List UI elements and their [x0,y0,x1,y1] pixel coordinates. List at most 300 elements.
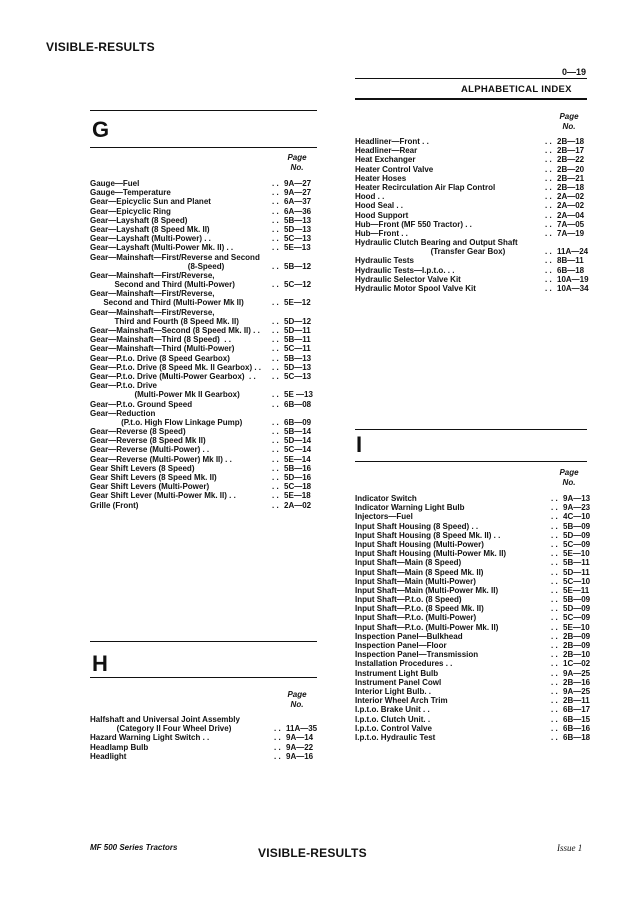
index-entry [90,179,320,188]
leader-dots: . . [272,224,279,234]
index-entry [90,482,320,491]
page-number: 0—19 [562,67,587,77]
index-entry-page: 5D—16 [284,473,312,482]
index-entry-label: Headlight [90,751,127,761]
index-entry [355,503,590,512]
leader-dots: . . [545,146,552,156]
index-entry-page: 5D—12 [284,316,312,326]
index-entry [90,464,320,473]
index-entry-label: Input Shaft—P.t.o. (8 Speed Mk. II) [355,604,484,614]
index-entry [355,669,590,678]
index-entry-page: 5D—11 [563,567,590,577]
leader-dots: . . [551,494,558,503]
index-entry-label: Input Shaft—Main (Multi-Power Mk. II) [355,585,499,595]
leader-dots: . . [551,686,558,696]
index-entry-label: Gear—Mainshaft—Second (8 Speed Mk. II) . . [90,326,260,335]
index-entry-label: Instrument Panel Cowl [355,677,442,687]
index-entry-label: Headliner—Front . . [355,137,429,146]
index-entry-label: Gear—P.t.o. Drive (8 Speed Mk. II Gearbox) . . [90,362,262,372]
leader-dots: . . [274,733,281,743]
index-entry [90,363,320,372]
leader-dots: . . [272,417,279,427]
no-label: No. [562,122,576,131]
index-entry [355,137,590,146]
leader-dots: . . [545,137,552,146]
leader-dots: . . [272,399,279,409]
leader-dots: . . [551,539,558,549]
index-entry-page: 5C—11 [284,344,311,354]
leader-dots: . . [545,219,552,229]
no-label: No. [290,700,304,709]
leader-dots: . . [272,436,279,446]
index-entry [355,586,590,595]
index-entry-label: Gear—Reduction [90,408,156,418]
index-entry-label: Heater Hoses [355,173,407,183]
index-entry [355,568,590,577]
i-rule-bottom [355,461,587,462]
section-letter-g: G [92,117,110,142]
index-entry [355,247,590,256]
index-entry [355,678,590,687]
index-entry-label: Gear—Layshaft (8 Speed) [90,215,188,225]
index-entry [90,491,320,500]
index-entry-label: Hood . . [355,192,385,202]
page-label: Page [287,153,307,162]
index-entry-label: Gear Shift Levers (8 Speed) [90,463,195,473]
leader-dots: . . [551,631,558,641]
index-entry-page: 2A—02 [557,192,585,202]
index-entry-page: 5E—10 [563,622,590,632]
leader-dots: . . [551,732,558,742]
index-entry-page: 2B—20 [557,164,585,174]
index-entry [355,229,590,238]
index-entry-page: 2B—10 [563,650,591,660]
leader-dots: . . [272,298,279,308]
h-page-no-header [282,690,312,710]
leader-dots: . . [551,668,558,678]
index-entry-label: Hydraulic Clutch Bearing and Output Shaft [355,238,518,248]
index-entry-page: 5C—09 [563,613,591,623]
index-entry [355,494,590,503]
index-entry-page: 9A—13 [563,494,591,503]
index-entry [90,243,320,252]
index-entry [355,284,590,293]
leader-dots: . . [551,604,558,614]
index-entry-page: 9A—25 [563,686,591,696]
index-entry-page: 2B—17 [557,146,585,156]
leader-dots: . . [272,445,279,455]
index-entry-page: 10A—34 [557,284,589,293]
index-entry [90,354,320,363]
no-label: No. [290,163,304,172]
index-entry-label: (P.t.o. High Flow Linkage Pump) [90,417,243,427]
leader-dots: . . [545,173,552,183]
index-entry-label: Gear—Mainshaft—Third (8 Speed) . . [90,335,231,345]
index-entry [90,197,320,206]
index-entry-label: Gear—Layshaft (Multi-Power Mk. II) . . [90,243,234,253]
index-entry [355,696,590,705]
leader-dots: . . [272,454,279,464]
leader-dots: . . [272,243,279,253]
i-rule-top [355,429,587,430]
footer-left: MF 500 Series Tractors [90,843,178,852]
index-entry-label: Gear—Reverse (Multi-Power) . . [90,445,210,455]
index-entry-page: 5B—16 [284,463,312,473]
index-entry-page: 5D—13 [284,362,312,372]
index-entry-label: Inspection Panel—Bulkhead [355,631,463,641]
footer-right: Issue 1 [557,843,583,853]
leader-dots: . . [272,473,279,482]
index-entry-label: (Multi-Power Mk II Gearbox) [90,390,240,400]
index-entry-page: 5C—12 [284,280,312,290]
index-entry-label: Gauge—Fuel [90,179,140,188]
index-entry [90,724,320,733]
leader-dots: . . [272,197,279,207]
index-entry [90,455,320,464]
leader-dots: . . [551,677,558,687]
index-entry [90,253,320,262]
index-entry [90,752,320,761]
right-page-no-header [554,112,584,132]
index-entry-label: Interior Wheel Arch Trim [355,696,448,706]
index-entry-page: 5E—12 [284,298,311,308]
index-entry [355,650,590,659]
index-entry-label: (8-Speed) [90,261,225,271]
index-entry-page: 6B—08 [284,399,312,409]
index-entry [90,445,320,454]
index-entry [90,473,320,482]
index-entry-label: Instrument Light Bulb [355,668,439,678]
index-entry [355,183,590,192]
index-entry-page: 5B—09 [563,521,591,531]
index-entry [355,220,590,229]
index-entry-label: Installation Procedures . . [355,659,453,669]
index-entry-page: 2B—16 [563,677,591,687]
index-entry [355,531,590,540]
leader-dots: . . [272,427,279,437]
index-entry-label: Input Shaft Housing (8 Speed Mk. II) . . [355,530,501,540]
index-entry-label: Gear—Mainshaft—First/Reverse, [90,289,215,299]
index-entry-page: 6B—18 [557,265,585,275]
index-entry-label: Hub—Front (MF 550 Tractor) . . [355,219,472,229]
leader-dots: . . [272,390,279,400]
h-entry-list [90,715,320,761]
index-entry-page: 2B—18 [557,182,585,192]
leader-dots: . . [272,326,279,335]
index-entry [355,641,590,650]
page-label: Page [559,468,579,477]
index-entry-page: 5D—14 [284,436,312,446]
index-entry-page: 2B—09 [563,631,591,641]
index-entry-label: Indicator Switch [355,494,417,503]
index-entry-label: Input Shaft—Main (8 Speed Mk. II) [355,567,484,577]
leader-dots: . . [545,210,552,220]
index-entry-page: 2A—02 [284,500,312,510]
index-entry-page: 5C—14 [284,445,312,455]
leader-dots: . . [272,362,279,372]
index-entry [355,512,590,521]
leader-dots: . . [272,371,279,381]
index-entry-label: Gear—Epicyclic Sun and Planet [90,197,211,207]
index-entry-page: 5B—13 [284,353,312,363]
index-entry [355,165,590,174]
leader-dots: . . [551,696,558,706]
leader-dots: . . [551,650,558,660]
leader-dots: . . [551,530,558,540]
index-entry-page: 6B—16 [563,723,591,733]
index-entry-label: Hub—Front . . [355,228,408,238]
index-entry-label: Gear—P.t.o. Drive (Multi-Power Gearbox) . . [90,371,256,381]
index-entry-label: Hydraulic Tests [355,256,414,266]
index-entry-page: 9A—27 [284,188,312,198]
watermark-bottom: VISIBLE-RESULTS [258,846,367,860]
index-entry-page: 2B—22 [557,155,585,165]
index-entry-page: 5E—13 [284,243,311,253]
leader-dots: . . [545,247,552,257]
leader-dots: . . [274,724,281,734]
index-entry [355,613,590,622]
index-entry-label: Input Shaft—P.t.o. (8 Speed) [355,595,462,605]
index-entry-page: 2B—18 [557,137,585,146]
index-entry-label: Hood Support [355,210,409,220]
index-entry [90,743,320,752]
index-entry-label: Input Shaft Housing (Multi-Power) [355,539,484,549]
index-entry-label: (Category II Four Wheel Drive) [90,724,232,734]
index-entry [90,335,320,344]
index-entry-label: Hazard Warning Light Switch . . [90,733,210,743]
index-entry [90,234,320,243]
leader-dots: . . [272,215,279,225]
index-entry-label: Gear—Mainshaft—Third (Multi-Power) [90,344,235,354]
index-entry-page: 6B—09 [284,417,312,427]
index-entry-label: Gear Shift Levers (Multi-Power) [90,482,210,492]
index-entry-page: 6B—18 [563,732,591,742]
index-entry [90,418,320,427]
index-entry-page: 9A—27 [284,179,312,188]
index-entry [90,326,320,335]
index-entry-label: Second and Third (Multi-Power Mk II) [90,298,244,308]
index-entry-page: 5D—09 [563,604,591,614]
g-rule-bottom [90,147,317,148]
index-entry [355,632,590,641]
index-entry [90,289,320,298]
index-entry-page: 9A—25 [563,668,591,678]
index-entry [90,298,320,307]
index-entry-page: 9A—14 [286,733,314,743]
index-entry [90,225,320,234]
index-entry-page: 7A—19 [557,228,585,238]
index-entry-page: 5C—10 [563,576,591,586]
index-entry [90,262,320,271]
index-entry [355,211,590,220]
index-entry-page: 6A—36 [284,206,312,216]
index-entry-label: Gear—Reverse (Multi-Power) Mk II) . . [90,454,232,464]
leader-dots: . . [272,188,279,198]
leader-dots: . . [551,503,558,513]
watermark-top: VISIBLE-RESULTS [46,40,155,54]
index-entry-label: Gear Shift Lever (Multi-Power Mk. II) . . [90,491,236,501]
index-entry [90,436,320,445]
h-rule-bottom [90,677,317,678]
index-entry [90,308,320,317]
index-entry-page: 5C—18 [284,482,312,492]
leader-dots: . . [545,284,552,293]
index-entry-label: Gear—Layshaft (Multi-Power) . . [90,234,211,244]
index-entry-page: 9A—22 [286,742,314,752]
index-entry-label: Heater Control Valve [355,164,434,174]
index-entry-page: 1C—02 [563,659,591,669]
index-entry-page: 5E—11 [563,585,590,595]
index-entry [90,188,320,197]
index-entry-label: Input Shaft—Main (Multi-Power) [355,576,476,586]
leader-dots: . . [272,280,279,290]
leader-dots: . . [551,641,558,650]
leader-dots: . . [272,179,279,188]
index-entry-label: I.p.t.o. Hydraulic Test [355,732,436,742]
index-entry [90,715,320,724]
index-entry-page: 8B—11 [557,256,584,266]
index-entry-label: Gear—Epicyclic Ring [90,206,171,216]
leader-dots: . . [551,512,558,522]
index-entry-page: 7A—05 [557,219,585,229]
index-entry [355,733,590,742]
leader-dots: . . [545,228,552,238]
leader-dots: . . [545,164,552,174]
index-entry-label: Headlamp Bulb [90,742,149,752]
index-entry-label: Input Shaft Housing (8 Speed) . . [355,521,479,531]
index-entry [90,271,320,280]
index-entry-label: Gear—Reverse (8 Speed) [90,427,186,437]
leader-dots: . . [551,595,558,605]
index-entry-label: Hood Seal . . [355,201,404,211]
leader-dots: . . [551,576,558,586]
leader-dots: . . [274,751,281,761]
index-entry-label: Inspection Panel—Transmission [355,650,479,660]
index-entry [355,256,590,265]
leader-dots: . . [272,482,279,492]
index-entry-page: 5B—14 [284,427,312,437]
leader-dots: . . [545,274,552,284]
index-entry-page: 2B—09 [563,641,591,650]
leader-dots: . . [545,155,552,165]
index-entry-page: 5E—18 [284,491,311,501]
page-label: Page [287,690,307,699]
leader-dots: . . [551,613,558,623]
index-entry-label: (Transfer Gear Box) [355,247,506,257]
index-entry-page: 5B—11 [563,558,590,568]
leader-dots: . . [272,463,279,473]
index-entry [90,427,320,436]
leader-dots: . . [545,192,552,202]
index-entry [355,687,590,696]
index-entry [355,595,590,604]
leader-dots: . . [272,491,279,501]
leader-dots: . . [274,742,281,752]
index-entry-label: Gear—P.t.o. Drive [90,381,157,391]
index-entry-page: 6A—37 [284,197,312,207]
leader-dots: . . [551,521,558,531]
index-entry-label: I.p.t.o. Clutch Unit. . [355,714,431,724]
index-entry-page: 5B—11 [284,335,311,345]
index-entry-page: 9A—16 [286,751,314,761]
section-letter-h: H [92,651,108,676]
index-entry [90,390,320,399]
index-entry-label: Gear—Mainshaft—First/Reverse, [90,270,215,280]
index-entry-label: I.p.t.o. Brake Unit . . [355,705,430,715]
h2-entry-list [355,137,590,293]
index-entry [90,400,320,409]
index-entry [355,715,590,724]
index-entry-page: 6B—15 [563,714,591,724]
index-entry-label: Gear—P.t.o. Drive (8 Speed Gearbox) [90,353,230,363]
index-entry [90,280,320,289]
leader-dots: . . [545,182,552,192]
index-entry-label: Heater Recirculation Air Flap Control [355,182,496,192]
index-entry [355,146,590,155]
index-entry-label: Second and Third (Multi-Power) [90,280,235,290]
leader-dots: . . [551,705,558,715]
index-entry [355,724,590,733]
index-entry [355,192,590,201]
leader-dots: . . [272,335,279,345]
leader-dots: . . [551,714,558,724]
index-entry [355,201,590,210]
index-entry-label: Gauge—Temperature [90,188,171,198]
index-entry-page: 2B—11 [563,696,590,706]
index-entry [355,623,590,632]
index-entry-label: Heat Exchanger [355,155,416,165]
index-entry [355,155,590,164]
index-entry-label: Input Shaft Housing (Multi-Power Mk. II) [355,549,507,559]
no-label: No. [562,478,576,487]
index-entry-label: Inspection Panel—Floor [355,641,447,650]
index-entry-page: 5B—13 [284,215,312,225]
index-entry-label: Interior Light Bulb. . [355,686,431,696]
index-entry-label: I.p.t.o. Control Valve [355,723,432,733]
index-entry-label: Grille (Front) [90,500,139,510]
i-page-no-header [554,468,584,488]
index-entry-page: 5D—09 [563,530,591,540]
index-entry-page: 11A—35 [286,724,318,734]
index-entry-label: Hydraulic Selector Valve Kit [355,274,461,284]
index-entry [355,577,590,586]
index-entry-page: 5E—14 [284,454,311,464]
g-entry-list [90,179,320,510]
index-entry-label: Indicator Warning Light Bulb [355,503,465,513]
g-rule-top [90,110,317,111]
index-entry-label: Hydraulic Tests—I.p.t.o. . . [355,265,455,275]
leader-dots: . . [272,344,279,354]
leader-dots: . . [272,234,279,244]
leader-dots: . . [272,500,279,510]
index-entry-label: Injectors—Fuel [355,512,413,522]
index-entry [90,216,320,225]
index-entry-label: Gear—Mainshaft—First/Reverse, [90,307,215,317]
index-entry-label: Input Shaft—P.t.o. (Multi-Power) [355,613,477,623]
index-entry [90,344,320,353]
index-entry [355,174,590,183]
index-entry-label: Hydraulic Motor Spool Valve Kit [355,284,476,293]
index-entry-label: Input Shaft—P.t.o. (Multi-Power Mk. II) [355,622,499,632]
index-entry-page: 2B—21 [557,173,585,183]
index-entry-page: 5D—11 [284,326,311,335]
index-entry-page: 9A—23 [563,503,591,513]
header-rule-bottom [355,98,587,100]
index-entry-page: 6B—17 [563,705,591,715]
index-entry-page: 5E—10 [563,549,590,559]
index-entry [355,558,590,567]
index-entry-page: 2A—04 [557,210,585,220]
